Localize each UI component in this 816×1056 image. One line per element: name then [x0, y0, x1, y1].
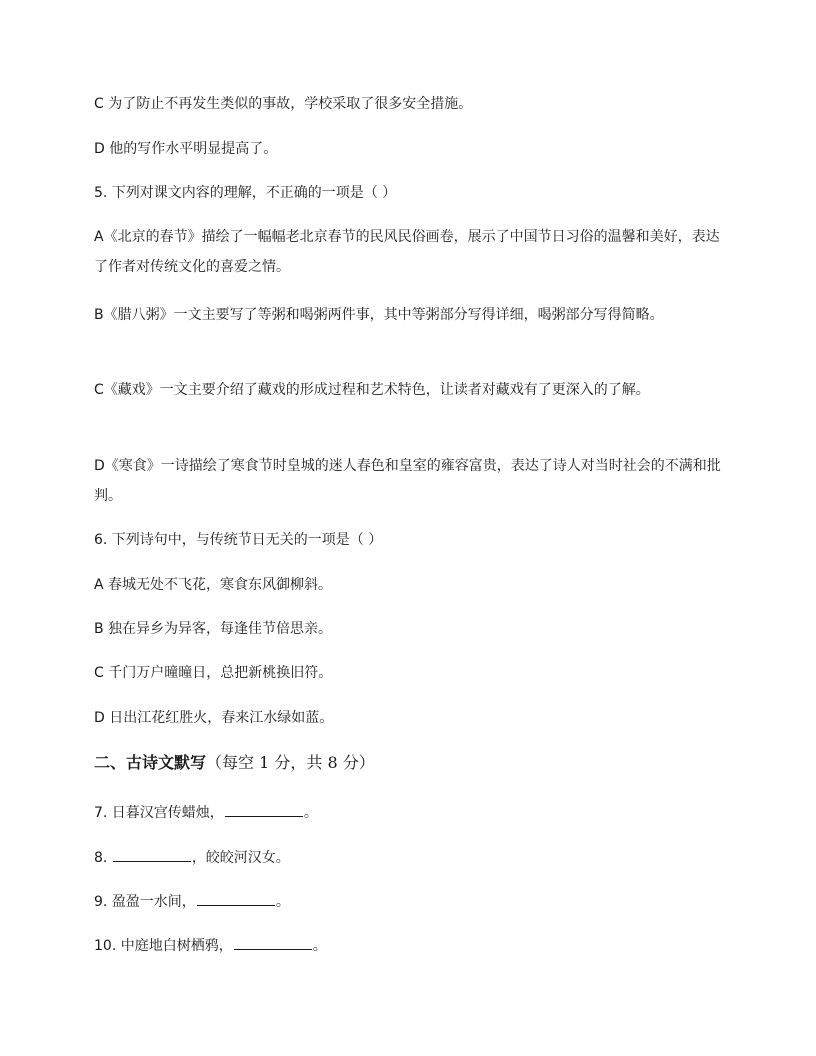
q8-text: ，皎皎河汉女。 [191, 850, 290, 866]
q6-option-d: D 日出江花红胜火，春来江水绿如蓝。 [94, 710, 334, 726]
q7-blank[interactable] [225, 802, 303, 817]
q5-option-d: D《寒食》一诗描绘了寒食节时皇城的迷人春色和皇室的雍容富贵，表达了诗人对当时社会的不满和批判。 [94, 458, 721, 504]
option-c-prev: C 为了防止不再发生类似的事故，学校采取了很多安全措施。 [94, 96, 473, 112]
q9-blank[interactable] [197, 891, 275, 906]
q7-end: 。 [303, 805, 318, 821]
q10-blank[interactable] [234, 935, 312, 950]
q5-option-a: A《北京的春节》描绘了一幅幅老北京春节的民风民俗画卷，展示了中国节日习俗的温馨和美好，表达了作者对传统文化的喜爱之情。 [94, 229, 720, 275]
question-8 [94, 847, 290, 868]
question-10 [94, 935, 327, 956]
section-2-heading [94, 752, 375, 774]
q10-text: 10. 中庭地白树栖鸦， [94, 938, 233, 954]
q5-option-b: B《腊八粥》一文主要写了等粥和喝粥两件事，其中等粥部分写得详细，喝粥部分写得简略。 [94, 307, 664, 323]
section-2-title: 二、古诗文默写 [94, 753, 207, 772]
q6-option-a: A 春城无处不飞花，寒食东风御柳斜。 [94, 577, 333, 593]
question-6: 6. 下列诗句中，与传统节日无关的一项是（ ） [94, 532, 383, 548]
q5-option-c: C《藏戏》一文主要介绍了藏戏的形成过程和艺术特色，让读者对藏戏有了更深入的了解。 [94, 382, 650, 398]
q6-option-c: C 千门万户曈曈日，总把新桃换旧符。 [94, 665, 333, 681]
q7-text: 7. 日暮汉宫传蜡烛， [94, 805, 224, 821]
q6-option-b: B 独在异乡为异客，每逢佳节倍思亲。 [94, 621, 333, 637]
question-7 [94, 802, 318, 823]
q9-end: 。 [275, 894, 290, 910]
q10-end: 。 [312, 938, 327, 954]
question-5: 5. 下列对课文内容的理解，不正确的一项是（ ） [94, 185, 397, 201]
q8-number: 8. [94, 850, 112, 866]
option-d-prev: D 他的写作水平明显提高了。 [94, 141, 278, 157]
question-9 [94, 891, 290, 912]
q9-text: 9. 盈盈一水间， [94, 894, 196, 910]
q8-blank[interactable] [113, 847, 191, 862]
section-2-scoring-note: （每空 1 分，共 8 分） [206, 753, 375, 772]
